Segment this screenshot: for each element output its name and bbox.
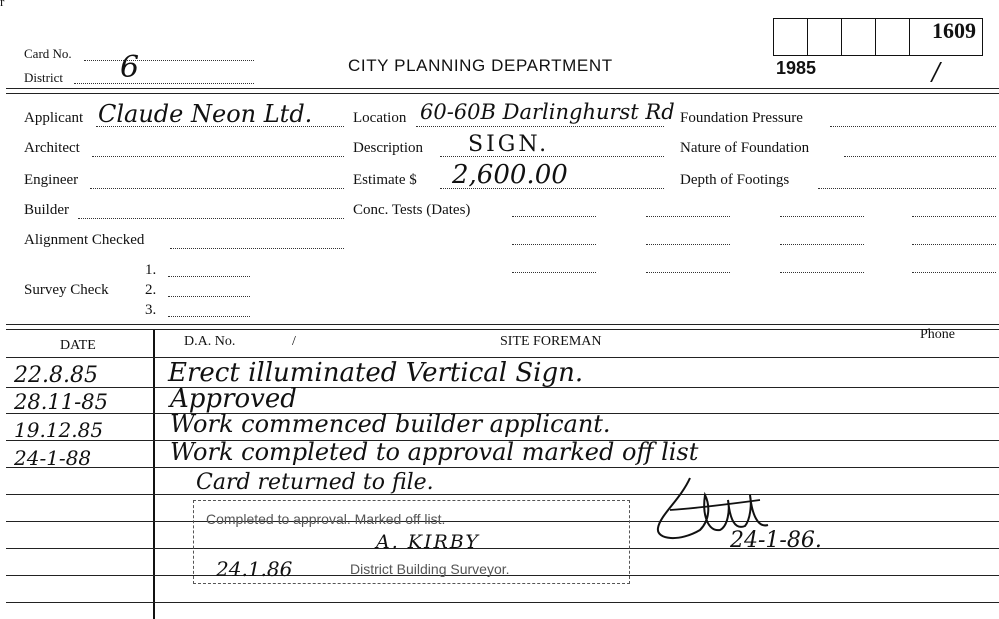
conc-tests-line-b3: [646, 272, 730, 273]
survey-number-2: 2.: [145, 282, 157, 298]
log-top-rule-2: [6, 329, 999, 330]
entry-date: 19.12.85: [14, 418, 104, 442]
department-title: CITY PLANNING DEPARTMENT: [348, 56, 613, 75]
entry-text: Approved: [170, 384, 297, 414]
conc-tests-label: Conc. Tests (Dates): [353, 202, 471, 218]
district-line: [74, 83, 254, 84]
conc-tests-line-d1: [912, 216, 996, 217]
survey-line-3: [168, 316, 250, 317]
description-value: SIGN.: [468, 132, 550, 157]
location-label: Location: [353, 110, 407, 126]
district-label: District: [24, 70, 63, 85]
alignment-line: [170, 248, 344, 249]
estimate-value: 2,600.00: [452, 160, 568, 190]
architect-line: [92, 156, 344, 157]
survey-number-1: 1.: [145, 262, 157, 278]
conc-tests-line-a1: [512, 216, 596, 217]
card-number-cell: [808, 19, 842, 55]
foundation-pressure-label: Foundation Pressure: [680, 110, 803, 126]
builder-label: Builder: [24, 202, 69, 218]
conc-tests-line-c3: [780, 272, 864, 273]
district-value: 6: [120, 50, 140, 85]
log-top-rule: [6, 324, 999, 325]
conc-tests-line-d3: [912, 272, 996, 273]
log-row-rule: [6, 494, 999, 495]
builder-line: [78, 218, 344, 219]
year-label: 1985: [776, 58, 817, 78]
depth-footings-line: [818, 188, 996, 189]
engineer-label: Engineer: [24, 172, 79, 188]
card-number-cell: [774, 19, 808, 55]
entry-date: 24-1-88: [14, 446, 92, 470]
entry-date: 28.11-85: [14, 390, 108, 414]
foundation-pressure-line: [830, 126, 996, 127]
conc-tests-line-c2: [780, 244, 864, 245]
da-header: D.A. No.: [184, 334, 236, 349]
log-row-rule: [6, 602, 999, 603]
date-header: DATE: [60, 338, 96, 353]
nature-foundation-label: Nature of Foundation: [680, 140, 810, 156]
card-no-line: [84, 60, 254, 61]
survey-line-1: [168, 276, 250, 277]
stamp-title: District Building Surveyor.: [350, 561, 510, 577]
card-no-label: Card No.: [24, 46, 72, 61]
architect-label: Architect: [24, 140, 80, 156]
applicant-value: Claude Neon Ltd.: [98, 100, 313, 128]
approval-stamp: [193, 500, 630, 584]
card-number: 1609: [932, 18, 976, 43]
engineer-line: [90, 188, 344, 189]
nature-foundation-line: [844, 156, 996, 157]
card-returned-text: Card returned to file.: [196, 470, 434, 495]
year-mark: /: [932, 58, 941, 86]
entry-text: Work completed to approval marked off list: [170, 438, 699, 466]
conc-tests-line-d2: [912, 244, 996, 245]
corner-mark: r: [0, 0, 5, 9]
entry-text: Erect illuminated Vertical Sign.: [168, 358, 584, 388]
card-number-box: [773, 18, 983, 56]
card-number-cell: [842, 19, 876, 55]
stamp-signer: A. KIRBY: [376, 531, 480, 553]
stamp-line: Completed to approval. Marked off list.: [206, 511, 446, 527]
signature-date: 24-1-86.: [730, 528, 822, 553]
description-label: Description: [353, 140, 423, 156]
header-rule-2: [6, 93, 999, 94]
conc-tests-line-b1: [646, 216, 730, 217]
survey-line-2: [168, 296, 250, 297]
foreman-header: SITE FOREMAN: [500, 334, 602, 349]
card-number-cell: [876, 19, 910, 55]
stamp-date: 24.1.86: [216, 557, 293, 581]
applicant-label: Applicant: [24, 110, 84, 126]
conc-tests-line-a3: [512, 272, 596, 273]
estimate-label: Estimate $: [353, 172, 417, 188]
location-value: 60-60B Darlinghurst Rd: [420, 100, 675, 124]
phone-header: Phone: [920, 327, 955, 342]
entry-date: 22.8.85: [14, 363, 98, 388]
conc-tests-line-a2: [512, 244, 596, 245]
conc-tests-line-b2: [646, 244, 730, 245]
survey-number-3: 3.: [145, 302, 157, 318]
entry-text: Work commenced builder applicant.: [170, 410, 611, 438]
conc-tests-line-c1: [780, 216, 864, 217]
location-line: [416, 126, 664, 127]
header-rule: [6, 88, 999, 89]
alignment-label: Alignment Checked: [24, 232, 145, 248]
log-row-rule: [6, 467, 999, 468]
depth-footings-label: Depth of Footings: [680, 172, 790, 188]
survey-label: Survey Check: [24, 282, 109, 298]
da-slash: /: [292, 334, 296, 349]
